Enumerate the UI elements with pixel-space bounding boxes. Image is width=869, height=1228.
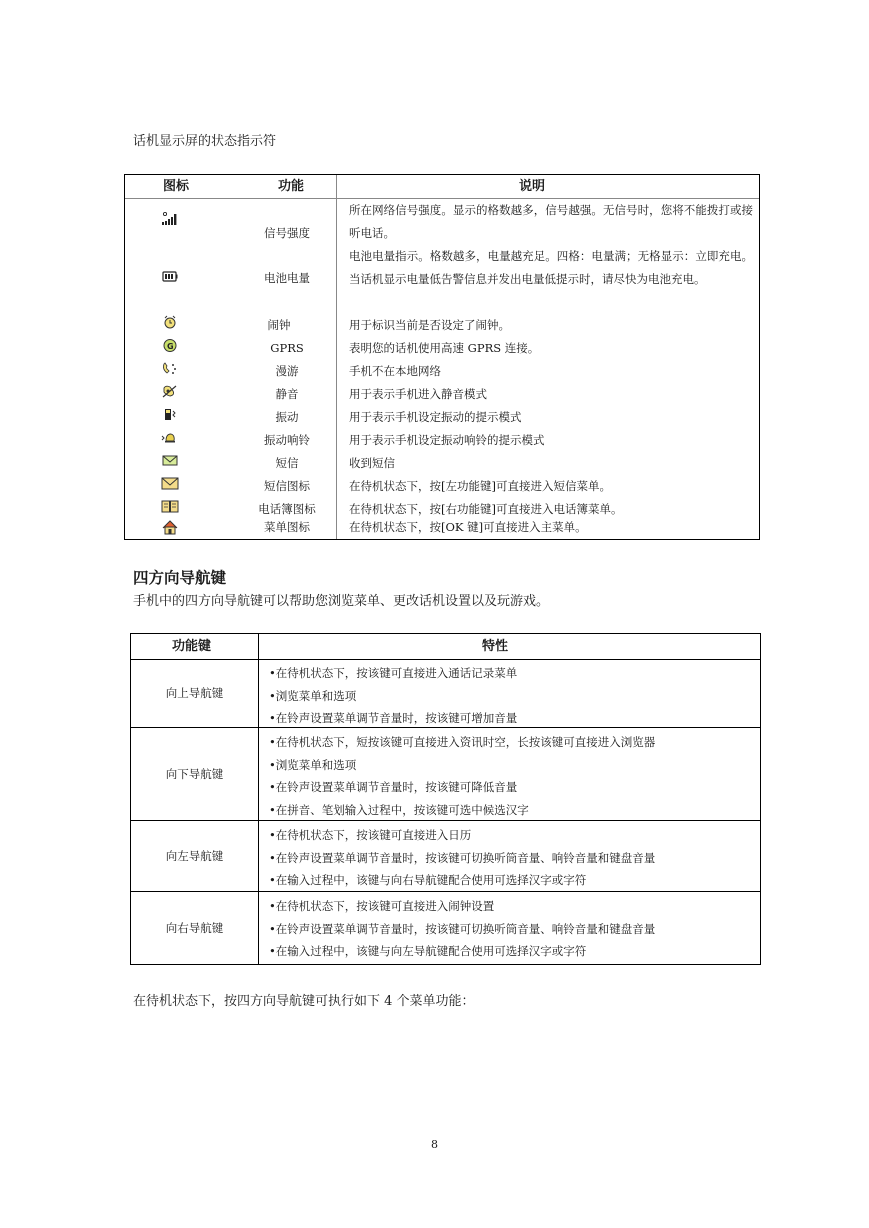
table-row-desc: 用于表示手机进入静音模式 bbox=[349, 387, 487, 401]
list-item: • 浏览菜单和选项 bbox=[269, 754, 754, 777]
table-row-func: 振动 bbox=[275, 410, 299, 424]
table-row-func: 电话簿图标 bbox=[258, 502, 316, 516]
table-row bbox=[131, 821, 760, 892]
table-row-func: 短信图标 bbox=[264, 479, 310, 493]
list-item: • 浏览菜单和选项 bbox=[269, 685, 754, 708]
list-item: • 在待机状态下，按该键可直接进入通话记录菜单 bbox=[269, 662, 754, 685]
list-item: • 在输入过程中，该键与向右导航键配合使用可选择汉字或字符 bbox=[269, 869, 754, 892]
table-row-desc: 在待机状态下，按[右功能键]可直接进入电话簿菜单。 bbox=[349, 502, 623, 516]
nav-key-label: 向右导航键 bbox=[165, 921, 224, 935]
list-item: • 在待机状态下，按该键可直接进入闹钟设置 bbox=[269, 895, 754, 918]
table-row-func: 信号强度 bbox=[264, 226, 310, 240]
table-row bbox=[131, 659, 760, 728]
gprs-icon bbox=[161, 338, 179, 353]
page-number: 8 bbox=[431, 1138, 438, 1151]
roaming-icon bbox=[161, 361, 179, 376]
alarm-icon bbox=[161, 315, 179, 330]
table-row-desc: 在待机状态下，按[OK 键]可直接进入主菜单。 bbox=[349, 520, 587, 534]
nav-key-table bbox=[130, 633, 761, 965]
col-header-icon: 图标 bbox=[163, 179, 190, 194]
table-row-desc: 电池电量指示。格数越多，电量越充足。四格：电量满；无格显示：立即充电。当话机显示电量低告警信息并发出电量低提示时，请尽快为电池充电。 bbox=[349, 249, 753, 286]
phonebook-icon bbox=[161, 499, 179, 514]
list-item: • 在待机状态下，按该键可直接进入日历 bbox=[269, 824, 754, 847]
table-row-desc: 用于标识当前是否设定了闹钟。 bbox=[349, 318, 510, 332]
table-row-func: 振动响铃 bbox=[264, 433, 310, 447]
battery-icon bbox=[161, 269, 179, 284]
table-row-func: 短信 bbox=[275, 456, 299, 470]
table-row-func: 闹钟 bbox=[267, 318, 291, 332]
table-row-func: 电池电量 bbox=[264, 271, 310, 285]
table-row-desc: 用于表示手机设定振动的提示模式 bbox=[349, 410, 522, 424]
signal-icon bbox=[161, 211, 179, 226]
col-header-description: 说明 bbox=[519, 179, 546, 194]
section-title: 四方向导航键 bbox=[133, 569, 227, 587]
closing-text: 在待机状态下，按四方向导航键可执行如下 4 个菜单功能： bbox=[133, 994, 475, 1009]
table-row bbox=[131, 892, 760, 964]
table-row-desc: 收到短信 bbox=[349, 456, 395, 470]
table-row-desc: 表明您的话机使用高速 GPRS 连接。 bbox=[349, 341, 540, 355]
table-row-desc: 用于表示手机设定振动响铃的提示模式 bbox=[349, 433, 545, 447]
table-row-desc: 在待机状态下，按[左功能键]可直接进入短信菜单。 bbox=[349, 479, 611, 493]
vibrate-ring-icon bbox=[161, 430, 179, 445]
table-row-func: 漫游 bbox=[275, 364, 299, 378]
list-item: • 在铃声设置菜单调节音量时，按该键可降低音量 bbox=[269, 776, 754, 799]
envelope-icon bbox=[161, 476, 179, 491]
nav-key-label: 向上导航键 bbox=[165, 686, 224, 700]
table-row-desc: 手机不在本地网络 bbox=[349, 364, 441, 378]
table-row bbox=[131, 728, 760, 821]
svg-text:G: G bbox=[167, 342, 174, 351]
table-row-func: 菜单图标 bbox=[264, 520, 310, 534]
nav-key-label: 向下导航键 bbox=[165, 767, 224, 781]
list-item: • 在铃声设置菜单调节音量时，按该键可切换听筒音量、响铃音量和键盘音量 bbox=[269, 847, 754, 870]
table-row-desc: 所在网络信号强度。显示的格数越多，信号越强。无信号时，您将不能拨打或接听电话。 bbox=[349, 203, 753, 240]
list-item: • 在铃声设置菜单调节音量时，按该键可切换听筒音量、响铃音量和键盘音量 bbox=[269, 918, 754, 941]
table-row-func: 静音 bbox=[275, 387, 299, 401]
intro-text: 话机显示屏的状态指示符 bbox=[133, 134, 277, 149]
nav-key-label: 向左导航键 bbox=[165, 849, 224, 863]
sms-icon bbox=[161, 453, 179, 468]
list-item: • 在铃声设置菜单调节音量时，按该键可增加音量 bbox=[269, 707, 754, 730]
col-header-key: 功能键 bbox=[172, 639, 212, 654]
silent-icon bbox=[161, 384, 179, 399]
list-item: • 在待机状态下，短按该键可直接进入资讯时空，长按该键可直接进入浏览器 bbox=[269, 731, 754, 754]
status-icon-table bbox=[124, 174, 760, 540]
table-row-func: GPRS bbox=[270, 341, 304, 355]
vibrate-icon bbox=[161, 407, 179, 422]
list-item: • 在拼音、笔划输入过程中，按该键可选中候选汉字 bbox=[269, 799, 754, 822]
list-item: • 在输入过程中，该键与向左导航键配合使用可选择汉字或字符 bbox=[269, 940, 754, 963]
col-header-function: 功能 bbox=[278, 179, 305, 194]
col-header-feature: 特性 bbox=[482, 639, 509, 654]
section-text: 手机中的四方向导航键可以帮助您浏览菜单、更改话机设置以及玩游戏。 bbox=[133, 594, 550, 609]
home-icon bbox=[161, 520, 179, 535]
